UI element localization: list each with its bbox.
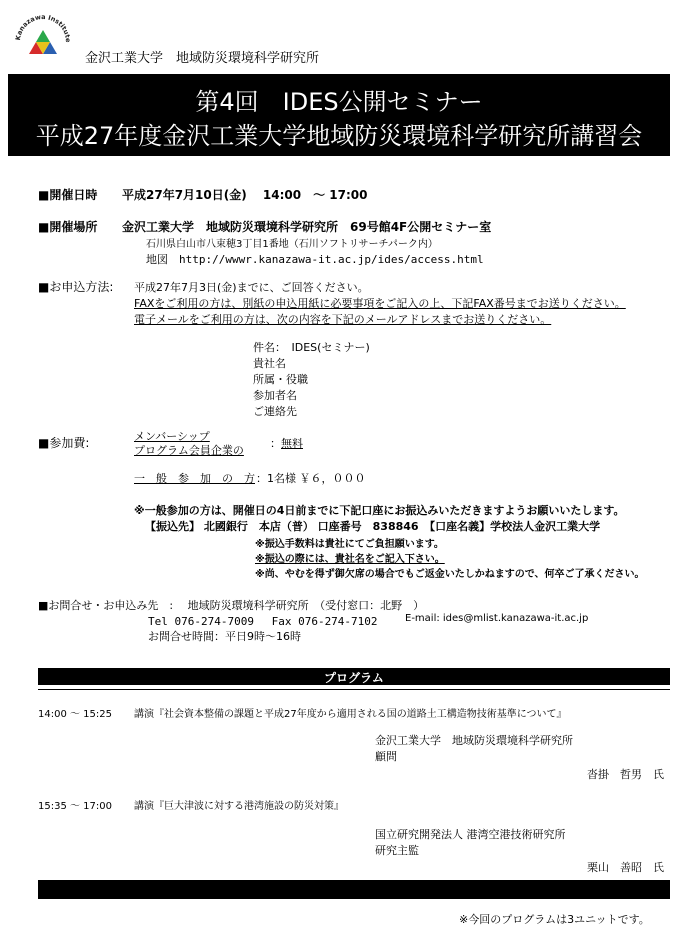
session-1-speaker: 沓掛 哲男 氏 bbox=[587, 768, 664, 781]
session-2-title: 講演『巨大津波に対する港湾施設の防災対策』 bbox=[134, 801, 344, 812]
fee-note-charge: ※振込手数料は貴社にてご負担願います。 bbox=[255, 539, 444, 550]
session-2-speaker: 栗山 善昭 氏 bbox=[587, 861, 664, 874]
session-1-title: 講演『社会資本整備の課題と平成27年度から適用される国の道路土工構造物技術基準について』 bbox=[134, 709, 567, 720]
application-line-1: 平成27年7月3日(金)までに、ご回答ください。 bbox=[134, 281, 369, 294]
fee-member-line-2: プログラム会員企業の bbox=[134, 444, 244, 457]
field-contact: ご連絡先 bbox=[253, 405, 297, 418]
session-1-time: 14:00 ～ 15:25 bbox=[38, 709, 112, 720]
contact-hours: お問合せ時間：平日9時～16時 bbox=[148, 630, 301, 643]
fee-member-line-1: メンバーシップ bbox=[134, 430, 210, 443]
fee-general-value: ：1名様 ￥６，０００ bbox=[256, 472, 366, 485]
fee-bank-details: 【振込先】 北國銀行 本店（普） 口座番号 838846 【口座名義】学校法人金沢工業大学 bbox=[145, 520, 601, 533]
program-divider bbox=[38, 689, 670, 690]
venue-map-link[interactable]: 地図 http://wwwr.kanazawa-it.ac.jp/ides/access.html bbox=[146, 253, 484, 266]
fee-note-name: ※振込の際には、貴社名をご記入下さい。 bbox=[255, 554, 445, 565]
institute-logo bbox=[12, 8, 74, 70]
field-company: 貴社名 bbox=[253, 357, 286, 370]
datetime-label: ■開催日時 bbox=[38, 188, 98, 202]
venue-label: ■開催場所 bbox=[38, 220, 98, 234]
fee-note-deadline: ※一般参加の方は、開催日の4日前までに下記口座にお振込みいただきますようお願いいたします。 bbox=[134, 504, 625, 517]
fee-member-value: ：無料 bbox=[270, 437, 303, 450]
fee-label: ■参加費: bbox=[38, 436, 90, 450]
application-line-3: 電子メールをご利用の方は、次の内容を下記のメールアドレスまでお送りください。 bbox=[134, 313, 552, 326]
session-1-position: 顧問 bbox=[375, 750, 397, 763]
datetime-value: 平成27年7月10日(金) 14:00 ～ 17:00 bbox=[122, 188, 368, 202]
logo-arc-text: Kanazawa Institute bbox=[13, 12, 73, 43]
fee-member-free: 無料 bbox=[281, 437, 303, 450]
session-2-affiliation: 国立研究開発法人 港湾空港技術研究所 bbox=[375, 828, 566, 841]
field-subject: 件名： IDES(セミナー) bbox=[253, 341, 370, 354]
session-1-affiliation: 金沢工業大学 地域防災環境科学研究所 bbox=[375, 734, 573, 747]
program-footer-bar bbox=[38, 880, 670, 899]
title-line-2: 平成27年度金沢工業大学地域防災環境科学研究所講習会 bbox=[35, 122, 643, 150]
footer-note: ※今回のプログラムは3ユニットです。 bbox=[459, 913, 650, 926]
venue-address: 石川県白山市八束穂3丁目1番地（石川ソフトリサーチパーク内） bbox=[146, 239, 438, 250]
program-heading: プログラム bbox=[324, 671, 384, 685]
fee-note-refund: ※尚、やむを得ず御欠席の場合でもご返金いたしかねますので、何卒ご了承ください。 bbox=[255, 569, 645, 580]
field-department: 所属・役職 bbox=[253, 373, 308, 386]
title-banner bbox=[8, 74, 670, 156]
program-heading-bar bbox=[38, 668, 670, 685]
fee-general-label: 一 般 参 加 の 方 bbox=[134, 472, 255, 485]
contact-email[interactable]: E-mail: ides@mlist.kanazawa-it.ac.jp bbox=[405, 613, 589, 624]
title-line-1: 第4回 IDES公開セミナー bbox=[195, 88, 483, 116]
session-2-time: 15:35 ～ 17:00 bbox=[38, 801, 112, 812]
header-organization: 金沢工業大学 地域防災環境科学研究所 bbox=[85, 51, 320, 66]
field-attendee: 参加者名 bbox=[253, 389, 297, 402]
application-label: ■お申込方法: bbox=[38, 280, 114, 294]
contact-label: ■お問合せ・お申込み先 : 地域防災環境科学研究所 （受付窓口：北野 ） bbox=[38, 599, 425, 612]
application-line-2: FAXをご利用の方は、別紙の申込用紙に必要事項をご記入の上、下記FAX番号までお送りください。 bbox=[134, 297, 626, 310]
session-2-position: 研究主監 bbox=[375, 844, 419, 857]
venue-name: 金沢工業大学 地域防災環境科学研究所 69号館4F公開セミナー室 bbox=[122, 220, 492, 234]
contact-tel-fax: Tel 076-274-7009 Fax 076-274-7102 bbox=[148, 615, 378, 628]
